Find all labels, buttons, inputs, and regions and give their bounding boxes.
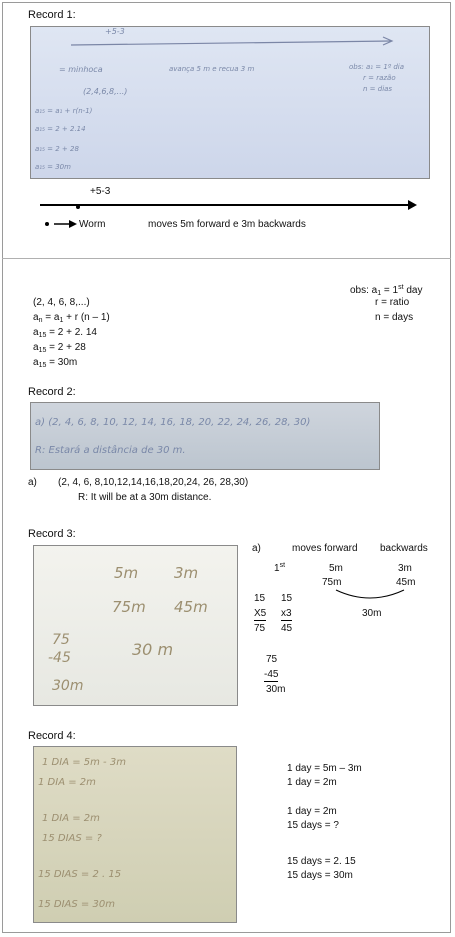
number-line-arrow-icon — [36, 196, 418, 214]
part-a-marker: a) — [252, 543, 261, 554]
photo-arrow-label: +5-3 — [105, 27, 125, 36]
answer-response: R: It will be at a 30m distance. — [78, 492, 212, 503]
sequence-text: (2, 4, 6, 8,...) — [33, 297, 90, 308]
photo-sequence: (2,4,6,8,...) — [83, 87, 128, 96]
formula-result: $a_{15} = 30m$ — [33, 357, 78, 369]
photo-answer: R: Estará a distância de 30 m. — [35, 445, 186, 456]
worm-label: Worm — [79, 219, 106, 230]
record-4-label: Record 4: — [28, 730, 76, 742]
photo-obs-2: r = razão — [363, 74, 396, 82]
sub-subtrahend: -45 — [264, 669, 279, 680]
mult-factor-a: X5 — [254, 608, 267, 619]
day-line-6: 15 days = 30m — [287, 870, 353, 881]
photo-line-2: 1 DIA = 2m — [38, 777, 96, 788]
header-forward: moves forward — [292, 543, 358, 554]
record-1-label: Record 1: — [28, 9, 76, 21]
sub-result: 30m — [266, 684, 286, 695]
photo-5m: 5m — [114, 564, 139, 582]
photo-obs-1: obs: a₁ = 1º dia — [349, 63, 405, 71]
forward-75m: 75m — [322, 577, 342, 588]
mult-result-b: 45 — [281, 623, 293, 634]
record-3-photo — [33, 545, 238, 706]
backward-3m: 3m — [398, 563, 412, 574]
photo-30m-answer: 30 m — [132, 640, 174, 659]
photo-30m: 30m — [52, 678, 84, 694]
record-3-label: Record 3: — [28, 528, 76, 540]
photo-45m: 45m — [174, 598, 208, 616]
day-line-3: 1 day = 2m — [287, 806, 337, 817]
photo-line-3: 1 DIA = 2m — [42, 813, 100, 824]
photo-formula-3: a₁₅ = 2 + 28 — [35, 145, 79, 153]
photo-3m: 3m — [174, 564, 199, 582]
photo-minus-45: -45 — [48, 650, 71, 666]
day-line-5: 15 days = 2. 15 — [287, 856, 356, 867]
worm-arrow-icon — [44, 219, 78, 229]
difference-bracket-icon — [334, 588, 406, 602]
obs-line-3: n = days — [375, 312, 414, 323]
mult-top-b: 15 — [281, 593, 293, 604]
formula-step-2: $a_{15} = 2 + 28$ — [33, 342, 86, 354]
mult-factor-b: x3 — [281, 608, 292, 619]
backward-45m: 45m — [396, 577, 416, 588]
first-day-label: 1st — [274, 562, 286, 574]
photo-arrow-icon — [31, 31, 429, 51]
mult-top-a: 15 — [254, 593, 266, 604]
moves-text: moves 5m forward e 3m backwards — [148, 219, 306, 230]
photo-75: 75 — [52, 632, 70, 648]
photo-75m: 75m — [112, 598, 146, 616]
photo-line-5: 15 DIAS = 2 . 15 — [38, 869, 122, 880]
record-1-photo — [30, 26, 430, 179]
record-2-photo — [30, 402, 380, 470]
answer-sequence: (2, 4, 6, 8,10,12,14,16,18,20,24, 26, 28,30) — [58, 477, 249, 488]
arrow-label: +5-3 — [90, 186, 111, 197]
photo-worm-text: = minhoca — [59, 65, 103, 74]
photo-formula-4: a₁₅ = 30m — [35, 163, 71, 171]
photo-line-1: 1 DIA = 5m - 3m — [42, 757, 126, 768]
forward-5m: 5m — [329, 563, 343, 574]
photo-line-4: 15 DIAS = ? — [42, 833, 102, 844]
photo-line-6: 15 DIAS = 30m — [38, 899, 115, 910]
record-4-photo — [33, 746, 237, 923]
photo-formula-1: a₁₅ = a₁ + r(n-1) — [35, 107, 93, 115]
photo-sequence: a) (2, 4, 6, 8, 10, 12, 14, 16, 18, 20, 22, 24, 26, 28, 30) — [35, 417, 311, 428]
formula-general: $a_n = a_1 + r$ (n – 1) — [33, 312, 110, 324]
photo-formula-2: a₁₅ = 2 + 2.14 — [35, 125, 86, 133]
formula-step-1: $a_{15} = 2 + 2$. 14 — [33, 327, 97, 339]
day-line-1: 1 day = 5m – 3m — [287, 763, 362, 774]
sub-top: 75 — [266, 654, 278, 665]
answer-a-marker: a) — [28, 477, 37, 488]
day-line-4: 15 days = ? — [287, 820, 339, 831]
photo-obs-3: n = dias — [363, 85, 393, 93]
header-backward: backwards — [380, 543, 428, 554]
record-2-label: Record 2: — [28, 386, 76, 398]
difference-30m: 30m — [362, 608, 382, 619]
mult-result-a: 75 — [254, 623, 266, 634]
divider — [2, 258, 451, 259]
obs-line-1: obs: $a_1 = 1st$ day — [350, 284, 423, 297]
obs-line-2: r = ratio — [375, 297, 410, 308]
photo-moves-text: avança 5 m e recua 3 m — [169, 65, 255, 73]
day-line-2: 1 day = 2m — [287, 777, 337, 788]
